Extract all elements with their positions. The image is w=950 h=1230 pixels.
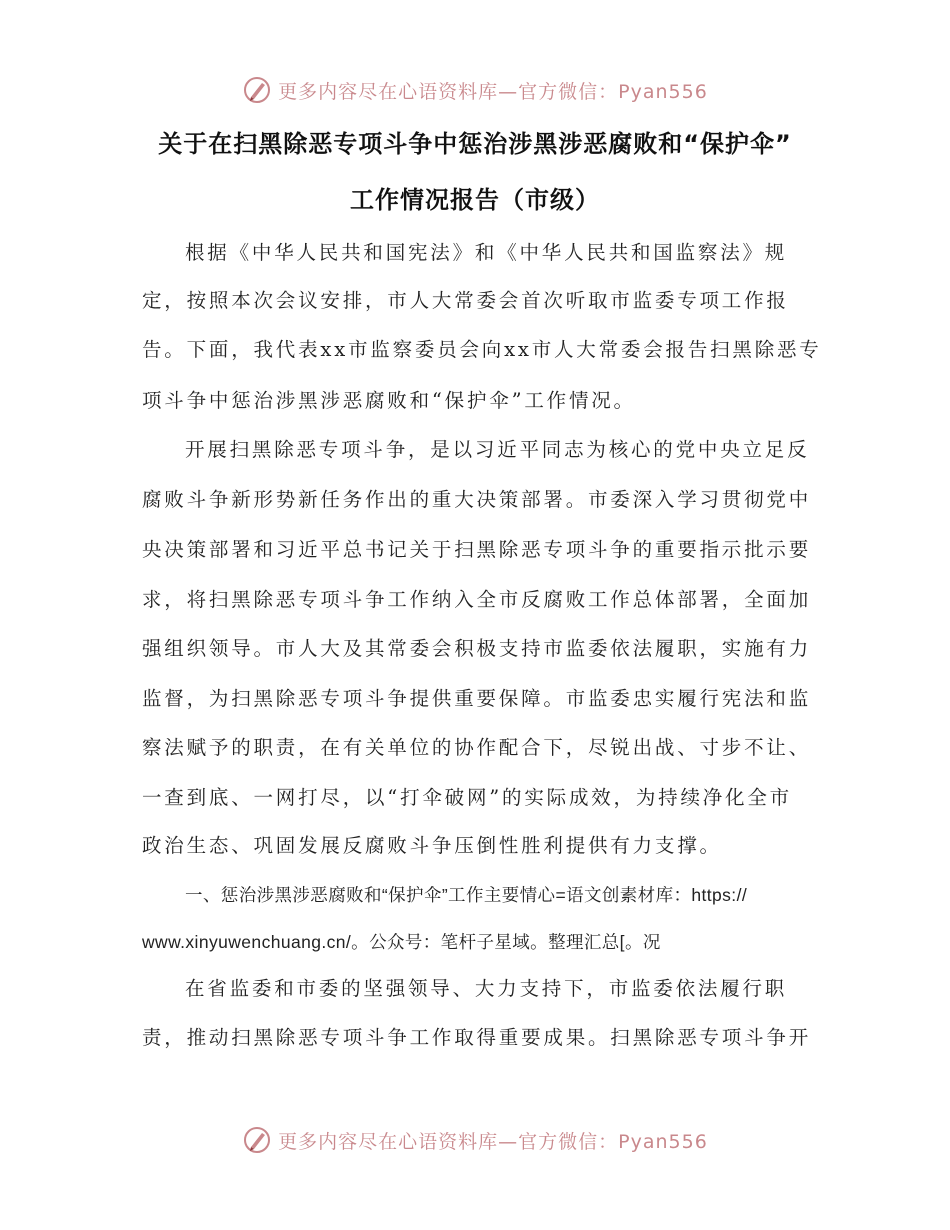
section-heading-line: 一、惩治涉黑涉恶腐败和“保护伞”工作主要情心=语文创素材库：https://: [185, 885, 748, 905]
body-line: 强组织领导。市人大及其常委会积极支持市监委依法履职，实施有力: [142, 637, 812, 660]
document-title-line-2: 工作情况报告（市级）: [350, 186, 600, 214]
body-line: 一查到底、一网打尽，以“打伞破网”的实际成效，为持续净化全市: [142, 786, 792, 809]
watermark-banner-top: [0, 70, 950, 110]
body-line: 在省监委和市委的坚强领导、大力支持下，市监委依法履行职: [185, 977, 788, 1000]
body-line: 项斗争中惩治涉黑涉恶腐败和“保护伞”工作情况。: [142, 389, 636, 412]
watermark-text: 更多内容尽在心语资料库—官方微信：Pyan556: [278, 80, 708, 103]
body-line: 告。下面，我代表xx市监察委员会向xx市人大常委会报告扫黑除恶专: [142, 338, 822, 361]
body-line: 责，推动扫黑除恶专项斗争工作取得重要成果。扫黑除恶专项斗争开: [142, 1026, 812, 1049]
pen-logo-icon: [242, 75, 272, 105]
body-line: 求，将扫黑除恶专项斗争工作纳入全市反腐败工作总体部署，全面加: [142, 588, 812, 611]
document-title-line-1: 关于在扫黑除恶专项斗争中惩治涉黑涉恶腐败和“保护伞”: [158, 130, 792, 158]
body-line: 监督，为扫黑除恶专项斗争提供重要保障。市监委忠实履行宪法和监: [142, 687, 812, 710]
body-line: 政治生态、巩固发展反腐败斗争压倒性胜利提供有力支撑。: [142, 834, 722, 857]
body-line: 察法赋予的职责，在有关单位的协作配合下，尽锐出战、寸步不让、: [142, 736, 812, 759]
pen-logo-icon: [242, 1125, 272, 1155]
watermark-banner-bottom: [0, 1120, 950, 1160]
body-line: 央决策部署和习近平总书记关于扫黑除恶专项斗争的重要指示批示要: [142, 538, 812, 561]
watermark-text: 更多内容尽在心语资料库—官方微信：Pyan556: [278, 1130, 708, 1153]
body-line: 开展扫黑除恶专项斗争，是以习近平同志为核心的党中央立足反: [185, 438, 810, 461]
section-heading-line: www.xinyuwenchuang.cn/。公众号：笔杆子星域。整理汇总[。况: [142, 932, 661, 952]
body-line: 定，按照本次会议安排，市人大常委会首次听取市监委专项工作报: [142, 289, 789, 312]
body-line: 腐败斗争新形势新任务作出的重大决策部署。市委深入学习贯彻党中: [142, 488, 812, 511]
body-line: 根据《中华人民共和国宪法》和《中华人民共和国监察法》规: [185, 241, 788, 264]
